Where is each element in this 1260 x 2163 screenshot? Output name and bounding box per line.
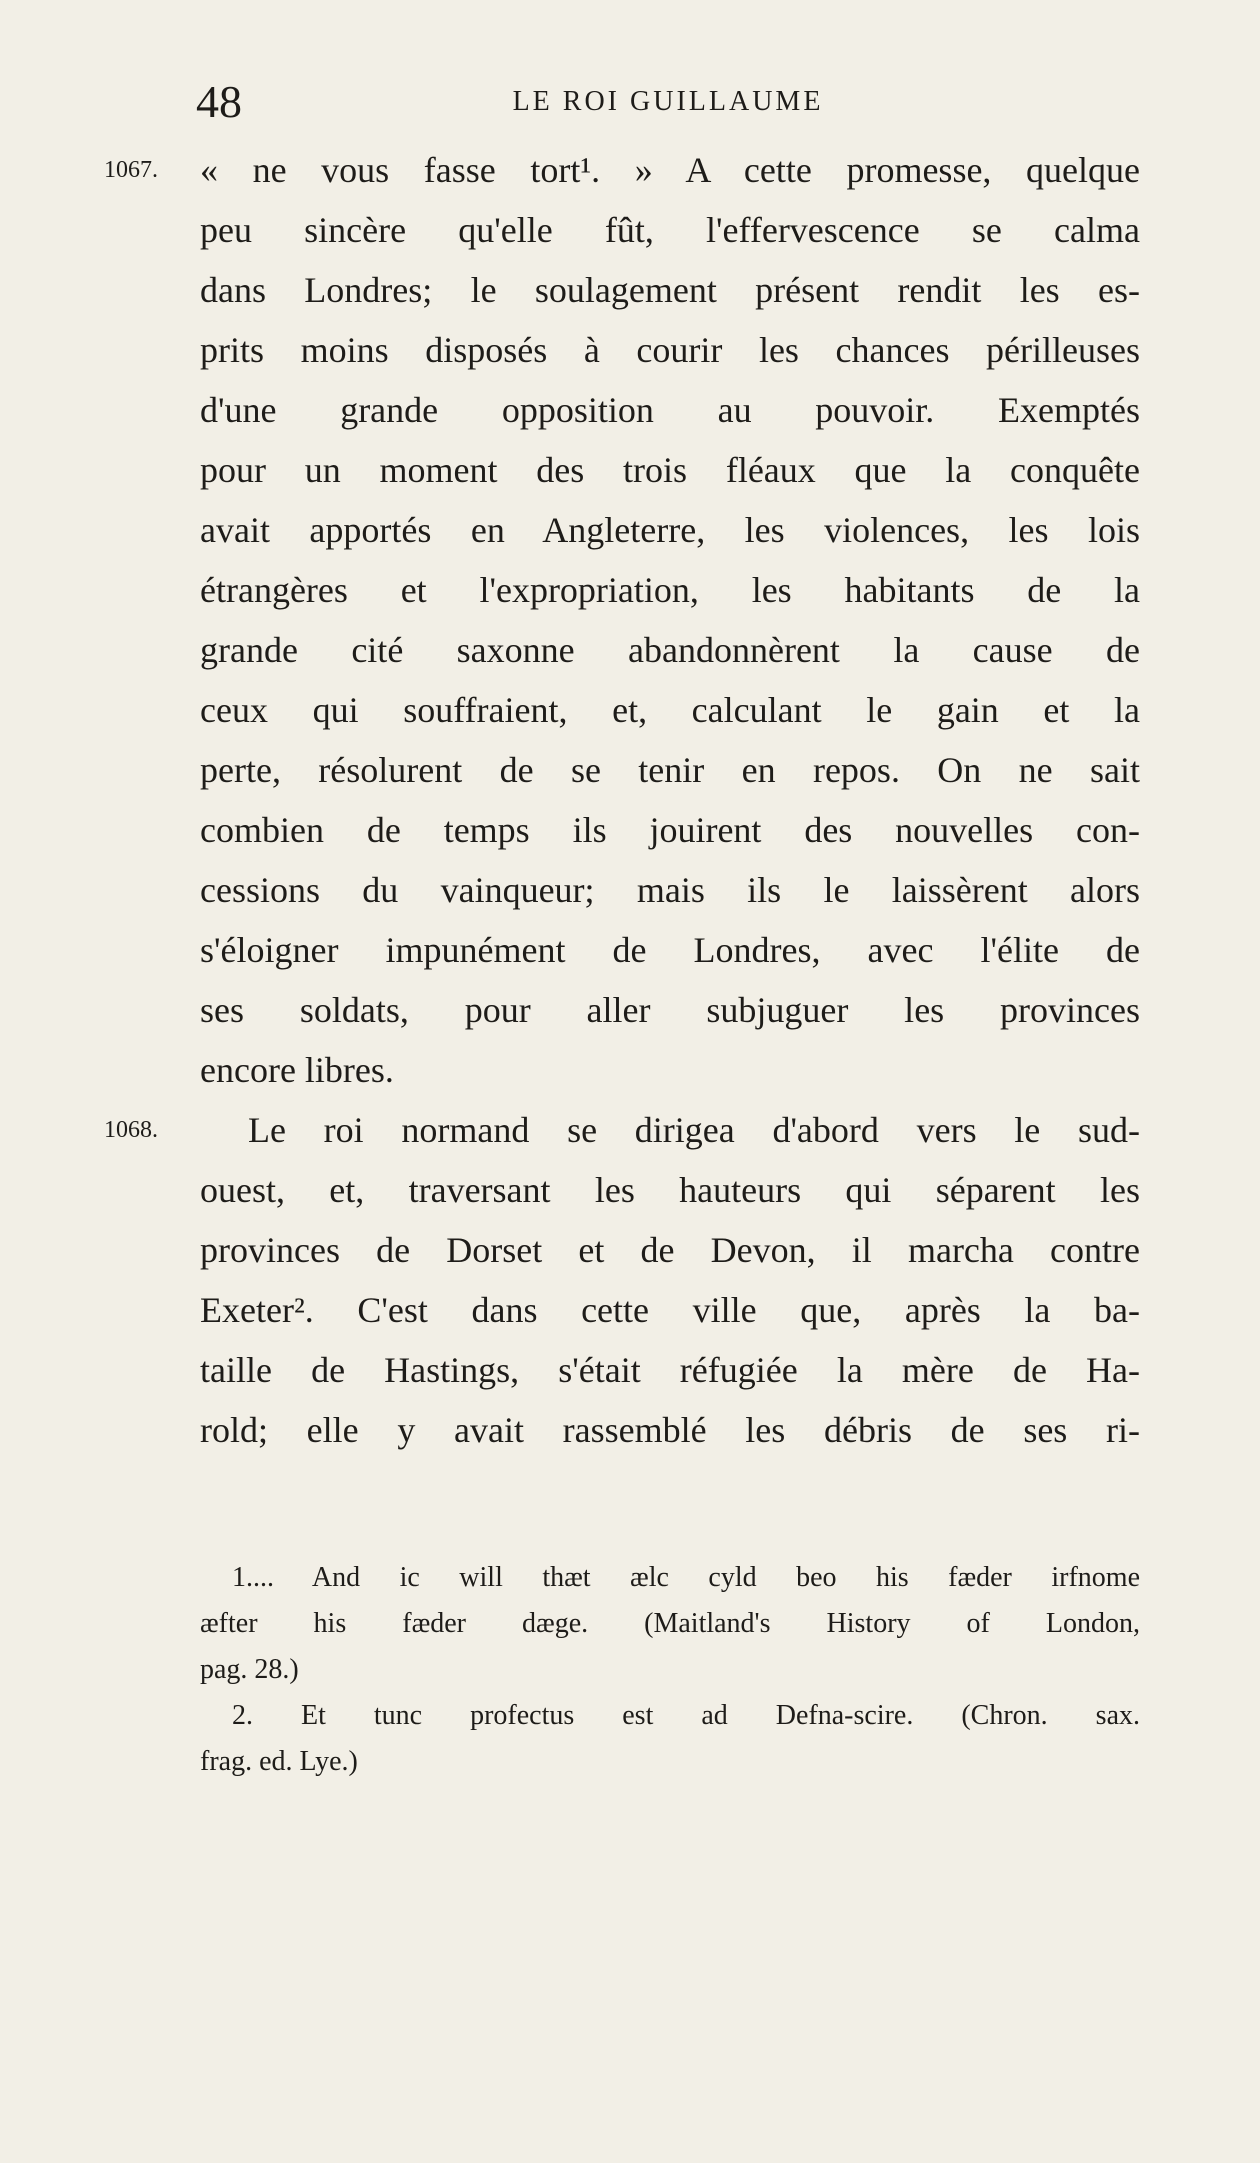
body-line: rold; elle y avait rassemblé les débris de ses ri-: [200, 1410, 1140, 1450]
body-line: étrangères et l'expropriation, les habitants de la: [200, 570, 1140, 610]
body-line: « ne vous fasse tort¹. » A cette promesse, quelque: [200, 150, 1140, 190]
footnote-line: æfter his fæder dæge. (Maitland's History of London,: [200, 1608, 1140, 1639]
body-line: cessions du vainqueur; mais ils le laissèrent alors: [200, 870, 1140, 910]
body-line: s'éloigner impunément de Londres, avec l'élite de: [200, 930, 1140, 970]
body-line: Le roi normand se dirigea d'abord vers le sud-: [248, 1110, 1140, 1150]
body-line: pour un moment des trois fléaux que la conquête: [200, 450, 1140, 490]
body-text: [200, 140, 1140, 1460]
body-line: encore libres.: [200, 1050, 394, 1090]
footnote-line: 2. Et tunc profectus est ad Defna-scire. (Chron. sax.: [232, 1700, 1140, 1731]
margin-year-1068: 1068.: [104, 1117, 158, 1143]
body-line: peu sincère qu'elle fût, l'effervescence se calma: [200, 210, 1140, 250]
page-header: [196, 72, 1140, 132]
body-line: dans Londres; le soulagement présent rendit les es-: [200, 270, 1140, 310]
body-line: d'une grande opposition au pouvoir. Exemptés: [200, 390, 1140, 430]
body-line: ses soldats, pour aller subjuguer les provinces: [200, 990, 1140, 1030]
body-line: avait apportés en Angleterre, les violences, les lois: [200, 510, 1140, 550]
body-line: grande cité saxonne abandonnèrent la cause de: [200, 630, 1140, 670]
footnote-line: frag. ed. Lye.): [200, 1746, 358, 1777]
body-line: combien de temps ils jouirent des nouvelles con-: [200, 810, 1140, 850]
footnotes: [200, 1555, 1140, 1785]
body-line: provinces de Dorset et de Devon, il marcha contre: [200, 1230, 1140, 1270]
running-title: LE ROI GUILLAUME: [512, 86, 824, 117]
body-line: ouest, et, traversant les hauteurs qui séparent les: [200, 1170, 1140, 1210]
margin-year-1067: 1067.: [104, 157, 158, 183]
body-line: taille de Hastings, s'était réfugiée la mère de Ha-: [200, 1350, 1140, 1390]
page-number: 48: [196, 76, 242, 127]
footnote-line: 1.... And ic will thæt ælc cyld beo his fæder irfnome: [232, 1562, 1140, 1593]
footnote-line: pag. 28.): [200, 1654, 299, 1685]
body-line: prits moins disposés à courir les chances périlleuses: [200, 330, 1140, 370]
body-line: ceux qui souffraient, et, calculant le gain et la: [200, 690, 1140, 730]
body-line: perte, résolurent de se tenir en repos. On ne sait: [200, 750, 1140, 790]
body-line: Exeter². C'est dans cette ville que, après la ba-: [200, 1290, 1140, 1330]
